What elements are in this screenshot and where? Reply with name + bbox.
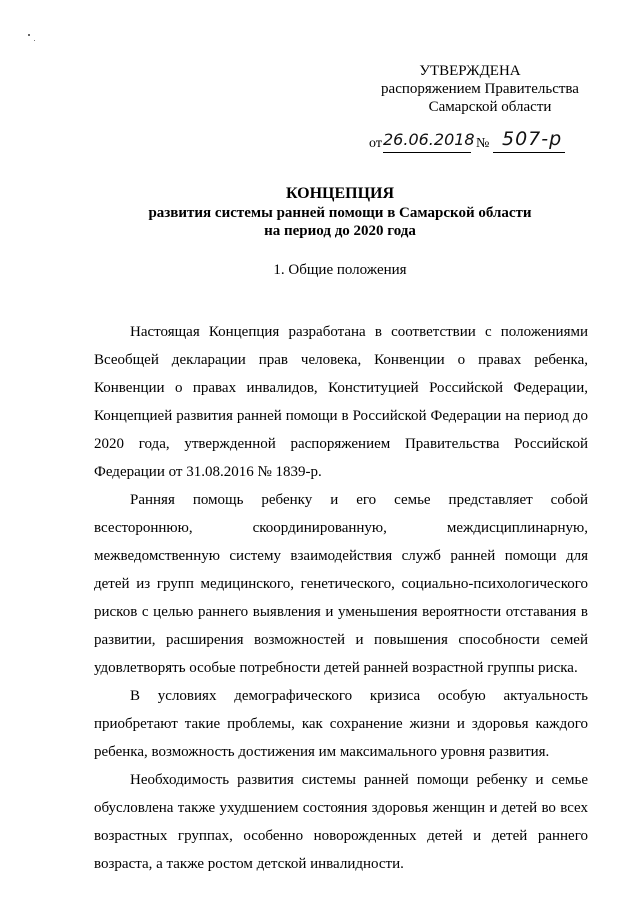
- paragraph: В условиях демографического кризиса особую актуальность приобретают такие проблемы, как сохранение жизни и здоровья каждого ребенка, возможность достижения им максимального уровня развития.: [94, 688, 588, 760]
- handwritten-date: 26.06.2018: [383, 130, 475, 149]
- date-prefix: от: [369, 136, 382, 151]
- approval-title: УТВЕРЖДЕНА: [419, 63, 521, 79]
- document-title: КОНЦЕПЦИЯ: [285, 185, 395, 202]
- scan-speck: [28, 34, 30, 36]
- handwritten-number: 507-р: [502, 128, 563, 150]
- scan-speck: [34, 40, 35, 41]
- document-body: [94, 318, 588, 878]
- approval-region: Самарской области: [428, 99, 552, 115]
- paragraph: Необходимость развития системы ранней помощи ребенку и семье обусловлена также ухудшением состояния здоровья женщин и детей во всех возрастных группах, особенно новорожденных детей и детей раннего возраста, а также ростом детской инвалидности.: [94, 772, 588, 872]
- paragraph: Настоящая Концепция разработана в соответствии с положениями Всеобщей декларации прав человека, Конвенции о правах ребенка, Конвенции о правах инвалидов, Конституцией Российской Федерации, Концепцией развития ранней помощи в Российской Федерации на период до 2020 года, утвержденной распоряжением Правительства Российской Федерации от 31.08.2016 № 1839-р.: [94, 324, 588, 480]
- section-heading: 1. Общие положения: [273, 262, 407, 278]
- approval-authority: распоряжением Правительства: [381, 81, 579, 97]
- decree-dateline: [369, 130, 569, 156]
- document-period: на период до 2020 года: [264, 223, 416, 239]
- paragraph: Ранняя помощь ребенку и его семье представляет собой всестороннюю, скоординированную, междисциплинарную, межведомственную систему взаимодействия служб ранней помощи для детей из групп медицинского, генетического, социально-психологического рисков с целью раннего выявления и уменьшения вероятности отставания в развитии, расширения возможностей и повышения способности семей удовлетворять особые потребности детей ранней возрастной группы риска.: [94, 492, 588, 676]
- number-underline: [493, 152, 565, 153]
- date-underline: [383, 152, 471, 153]
- document-subtitle: развития системы ранней помощи в Самарской области: [148, 205, 532, 221]
- number-label: №: [476, 136, 490, 151]
- approval-stamp: [360, 62, 580, 116]
